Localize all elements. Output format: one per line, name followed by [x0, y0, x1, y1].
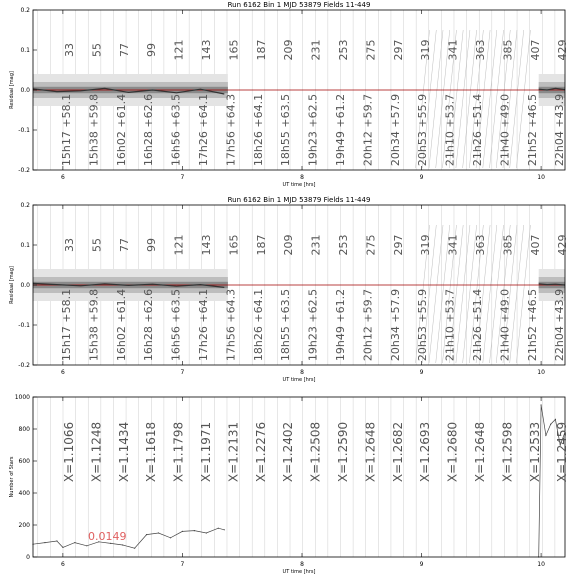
y-tick-label: 600	[18, 458, 30, 465]
y-axis-label: Number of Stars	[9, 456, 15, 498]
data-point	[224, 529, 225, 530]
field-time-label: 21h40 +49.0	[498, 93, 512, 167]
airmass-label: X=1.1618	[144, 421, 159, 483]
x-tick-label: 10	[537, 174, 545, 181]
y-tick-label: 1000	[14, 394, 30, 401]
field-number-label: 341	[446, 39, 460, 61]
field-time-label: 19h23 +62.5	[306, 288, 320, 362]
x-tick-label: 7	[180, 561, 185, 568]
y-tick-label: -0.2	[18, 167, 30, 174]
field-time-label: 16h28 +62.6	[142, 93, 156, 167]
field-number-label: 407	[528, 234, 542, 256]
x-tick-label: 10	[537, 369, 545, 376]
field-time-label: 18h26 +64.1	[251, 288, 265, 362]
field-number-label: 55	[90, 43, 104, 57]
airmass-label: X=1.1971	[199, 421, 213, 483]
field-number-label: 275	[364, 39, 378, 61]
field-time-label: 21h52 +46.5	[525, 288, 539, 362]
field-number-label: 55	[90, 238, 104, 252]
airmass-label: X=1.2533	[527, 421, 542, 483]
y-tick-label: -0.1	[18, 127, 30, 134]
y-tick-label: 0.0	[20, 282, 30, 289]
x-axis-label: UT time [hrs]	[282, 569, 316, 575]
chart-panel-3	[9, 394, 566, 575]
field-time-label: 19h23 +62.5	[306, 93, 320, 167]
x-tick-label: 9	[419, 561, 424, 568]
airmass-label: X=1.2276	[253, 421, 268, 483]
field-time-label: 20h12 +59.7	[361, 288, 375, 362]
airmass-label: X=1.1434	[116, 421, 131, 483]
field-time-label: 15h17 +58.1	[60, 93, 73, 167]
y-axis-label: Residual [mag]	[9, 266, 15, 304]
data-point	[146, 534, 147, 535]
field-number-label: 297	[391, 39, 405, 61]
field-time-label: 20h12 +59.7	[361, 93, 375, 167]
field-number-label: 297	[391, 234, 405, 256]
field-time-label: 21h26 +51.4	[471, 288, 484, 362]
airmass-label: X=1.2693	[418, 421, 433, 483]
field-number-label: 231	[309, 39, 323, 61]
field-time-label: 18h55 +63.5	[279, 93, 293, 167]
field-number-label: 385	[501, 234, 515, 256]
airmass-label: X=1.2680	[445, 421, 460, 483]
field-number-label: 429	[556, 234, 570, 256]
field-time-label: 19h49 +61.2	[334, 288, 347, 362]
y-tick-label: -0.1	[18, 322, 30, 329]
field-number-label: 231	[309, 234, 323, 256]
data-point	[545, 435, 546, 436]
y-tick-label: 0	[26, 554, 30, 561]
field-number-label: 341	[446, 234, 460, 256]
y-tick-label: 0.2	[20, 202, 30, 209]
field-time-label: 17h26 +64.1	[197, 93, 210, 167]
field-time-label: 15h17 +58.1	[60, 288, 73, 362]
x-tick-label: 8	[300, 369, 304, 376]
field-time-label: 20h34 +57.9	[388, 93, 402, 167]
field-number-label: 99	[145, 238, 159, 252]
field-number-label: 143	[200, 234, 213, 256]
field-time-label: 21h52 +46.5	[525, 93, 539, 167]
field-time-label: 21h26 +51.4	[471, 93, 484, 167]
data-point	[206, 532, 207, 533]
airmass-label: X=1.2682	[390, 421, 405, 483]
field-time-label: 15h38 +59.8	[87, 288, 101, 362]
x-tick-label: 7	[180, 369, 185, 376]
field-time-label: 15h38 +59.8	[87, 93, 101, 167]
y-tick-label: 0.2	[20, 7, 30, 14]
airmass-label: X=1.2459	[555, 421, 570, 483]
data-point	[540, 404, 541, 405]
x-tick-label: 6	[60, 561, 65, 568]
y-tick-label: 0.1	[20, 47, 30, 54]
field-time-label: 20h53 +55.9	[416, 288, 430, 362]
field-number-label: 165	[227, 39, 241, 61]
chart-title: Run 6162 Bin 1 MJD 53879 Fields 11-449	[227, 1, 371, 9]
field-number-label: 77	[117, 43, 131, 57]
field-number-label: 319	[419, 234, 433, 256]
field-number-label: 429	[556, 39, 570, 61]
field-time-label: 16h56 +63.5	[169, 288, 183, 362]
x-axis-label: UT time [hrs]	[282, 377, 316, 383]
field-time-label: 16h28 +62.6	[142, 288, 156, 362]
field-number-label: 99	[145, 43, 159, 57]
airmass-label: X=1.2598	[500, 421, 515, 483]
field-time-label: 17h56 +64.3	[224, 93, 238, 167]
data-point	[122, 544, 123, 545]
field-number-label: 363	[474, 234, 487, 256]
airmass-label: X=1.2590	[336, 421, 350, 483]
airmass-label: X=1.2648	[473, 421, 487, 483]
y-tick-label: 0.0	[20, 87, 30, 94]
field-number-label: 363	[474, 39, 487, 61]
y-axis-label: Residual [mag]	[9, 71, 15, 109]
field-time-label: 20h53 +55.9	[416, 93, 430, 167]
airmass-label: X=1.1798	[171, 421, 186, 483]
field-time-label: 16h56 +63.5	[169, 93, 183, 167]
field-number-label: 253	[337, 39, 350, 61]
field-number-label: 209	[282, 39, 296, 61]
field-time-label: 22h04 +43.9	[553, 93, 567, 167]
field-time-label: 21h10 +53.7	[443, 93, 457, 167]
x-tick-label: 9	[419, 369, 424, 376]
airmass-label: X=1.2131	[226, 421, 241, 483]
airmass-label: X=1.2508	[308, 421, 323, 483]
field-time-label: 20h34 +57.9	[388, 288, 402, 362]
y-tick-label: 800	[18, 426, 30, 433]
data-point	[555, 419, 556, 420]
field-time-label: 21h10 +53.7	[443, 288, 457, 362]
field-number-label: 187	[254, 39, 268, 61]
field-time-label: 17h26 +64.1	[197, 288, 210, 362]
data-point	[74, 542, 75, 543]
field-number-label: 209	[282, 234, 296, 256]
field-time-label: 16h02 +61.4	[114, 288, 128, 362]
x-tick-label: 8	[300, 561, 304, 568]
data-point	[170, 537, 171, 538]
field-number-label: 275	[364, 234, 378, 256]
x-tick-label: 6	[60, 369, 65, 376]
data-point	[218, 528, 219, 529]
data-point	[62, 547, 63, 548]
y-tick-label: 400	[18, 490, 30, 497]
data-point	[158, 532, 159, 533]
field-number-label: 165	[227, 234, 241, 256]
field-number-label: 33	[63, 43, 76, 57]
airmass-label: X=1.2648	[363, 421, 378, 483]
annotation-value: 0.0149	[88, 530, 127, 543]
field-number-label: 253	[337, 234, 350, 256]
field-time-label: 22h04 +43.9	[553, 288, 567, 362]
data-point	[182, 531, 183, 532]
airmass-label: X=1.1248	[89, 421, 104, 483]
field-time-label: 16h02 +61.4	[114, 93, 128, 167]
field-number-label: 33	[63, 238, 76, 252]
data-point	[134, 548, 135, 549]
x-tick-label: 8	[300, 174, 304, 181]
field-number-label: 385	[501, 39, 515, 61]
x-tick-label: 6	[60, 174, 65, 181]
series-line-1	[33, 528, 224, 548]
field-number-label: 319	[419, 39, 433, 61]
data-point	[86, 545, 87, 546]
field-number-label: 407	[528, 39, 542, 61]
airmass-label: X=1.1066	[62, 421, 76, 483]
y-tick-label: -0.2	[18, 362, 30, 369]
chart-title: Run 6162 Bin 1 MJD 53879 Fields 11-449	[227, 196, 371, 204]
field-time-label: 21h40 +49.0	[498, 288, 512, 362]
field-number-label: 121	[172, 39, 186, 61]
field-number-label: 187	[254, 234, 268, 256]
data-point	[56, 540, 57, 541]
airmass-label: X=1.2402	[281, 421, 296, 483]
field-time-label: 19h49 +61.2	[334, 93, 347, 167]
field-number-label: 77	[117, 238, 131, 252]
field-number-label: 143	[200, 39, 213, 61]
data-point	[44, 542, 45, 543]
x-tick-label: 9	[419, 174, 424, 181]
field-time-label: 18h55 +63.5	[279, 288, 293, 362]
data-point	[550, 424, 551, 425]
field-number-label: 121	[172, 234, 186, 256]
y-tick-label: 200	[18, 522, 30, 529]
x-tick-label: 10	[537, 561, 545, 568]
y-tick-label: 0.1	[20, 242, 30, 249]
x-tick-label: 7	[180, 174, 185, 181]
field-time-label: 18h26 +64.1	[251, 93, 265, 167]
data-point	[194, 530, 195, 531]
x-axis-label: UT time [hrs]	[282, 182, 316, 188]
field-time-label: 17h56 +64.3	[224, 288, 238, 362]
